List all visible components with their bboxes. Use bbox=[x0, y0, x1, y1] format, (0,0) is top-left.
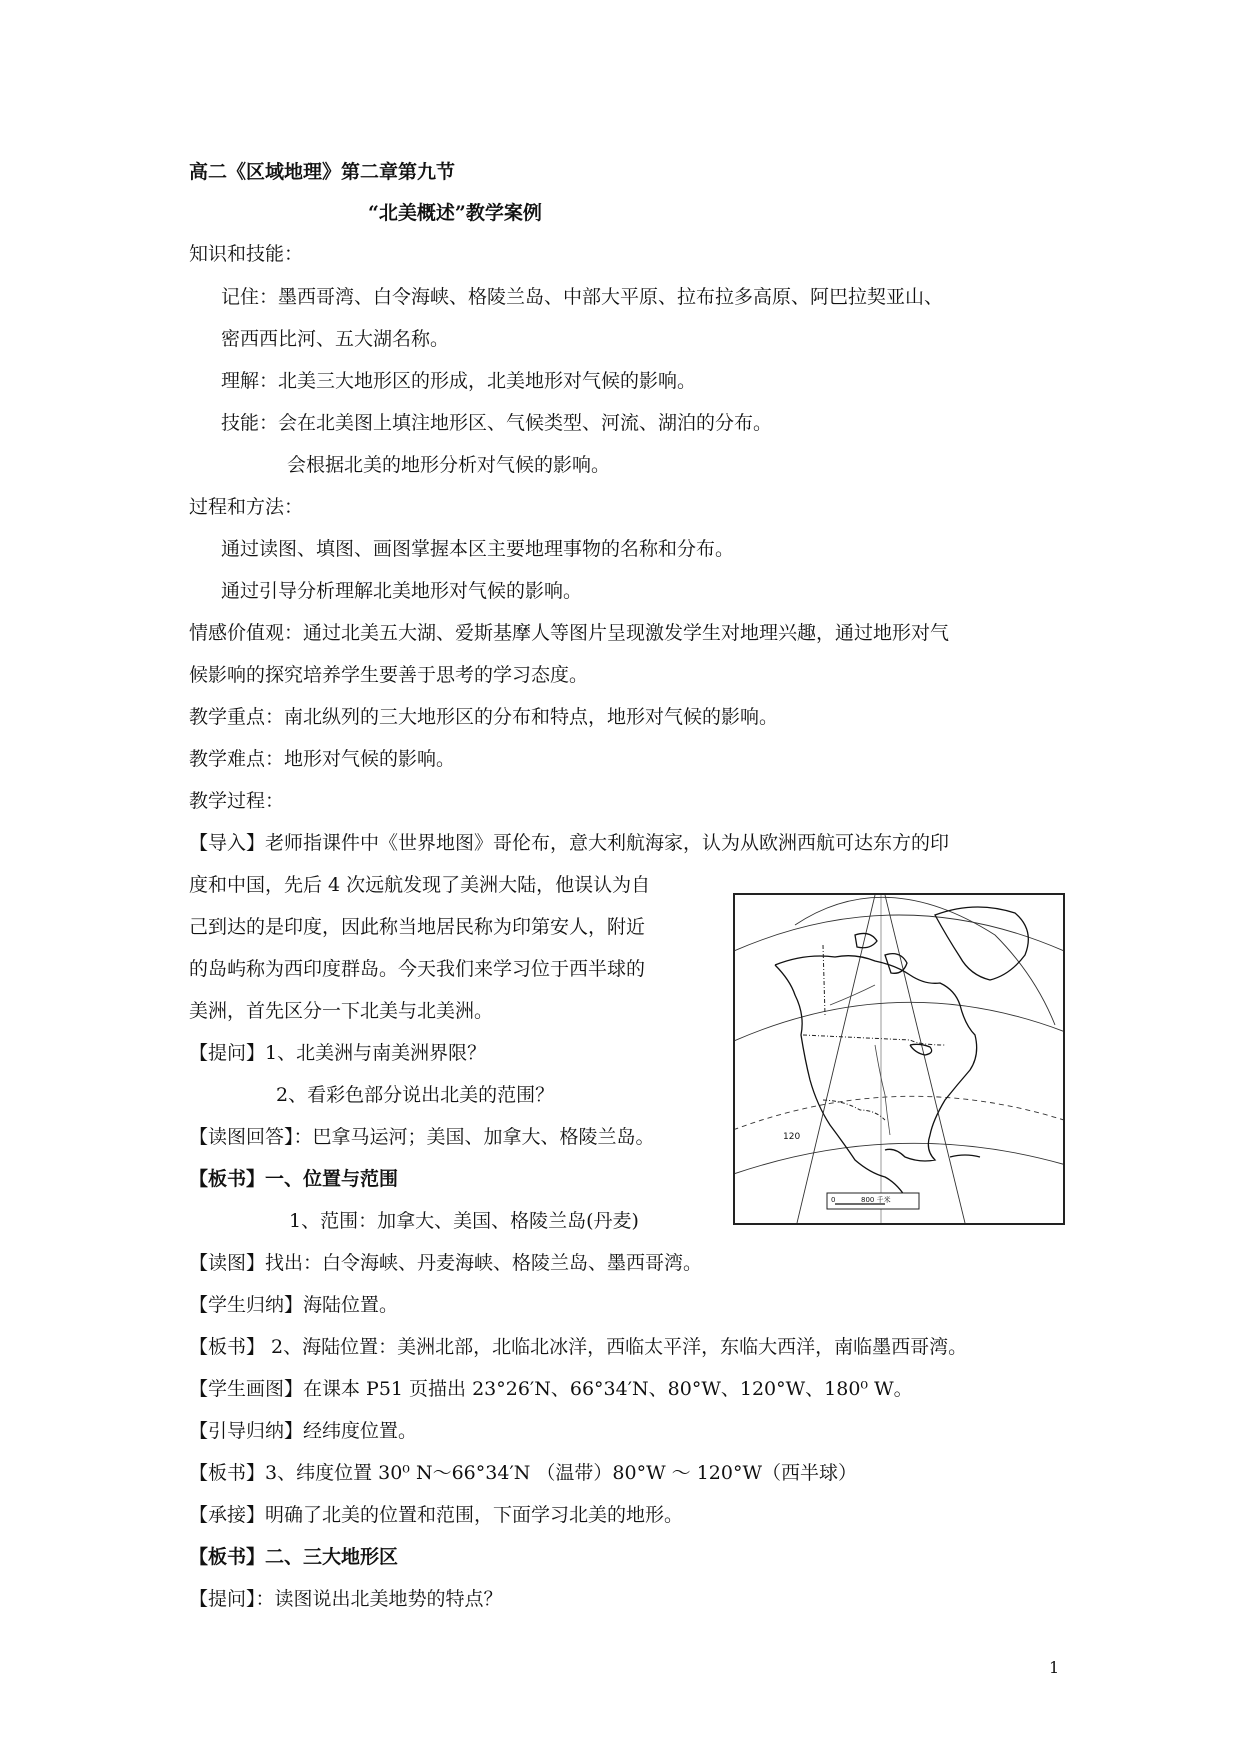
meridian-line bbox=[797, 895, 875, 1223]
text-line: 【学生归纳】海陆位置。 bbox=[189, 1294, 399, 1316]
text-line: 【读图回答】：巴拿马运河；美国、加拿大、格陵兰岛。 bbox=[189, 1126, 655, 1148]
board-heading: 【板书】一、位置与范围 bbox=[189, 1168, 399, 1190]
text-line: 教学难点：地形对气候的影响。 bbox=[189, 748, 456, 770]
text-line: 【导入】老师指课件中《世界地图》哥伦布，意大利航海家，认为从欧洲西航可达东方的印 bbox=[189, 832, 950, 854]
great-lakes bbox=[910, 1044, 932, 1055]
doc-title: 高二《区域地理》第二章第九节 bbox=[189, 161, 456, 183]
text-line: 2、看彩色部分说出北美的范围？ bbox=[276, 1084, 555, 1106]
island-outline bbox=[855, 933, 877, 947]
section-heading: 知识和技能： bbox=[189, 243, 304, 265]
meridian-line bbox=[885, 895, 965, 1223]
mississippi-river bbox=[875, 1045, 890, 1135]
section-heading: 过程和方法： bbox=[189, 496, 304, 518]
text-line: 【板书】3、纬度位置 30⁰ N～66°34′N （温带）80°W ～ 120°W（西半球） bbox=[189, 1462, 857, 1484]
text-line: 【学生画图】在课本 P51 页描出 23°26′N、66°34′N、80°W、120°W、180⁰ W。 bbox=[189, 1378, 913, 1400]
text-line: 会根据北美的地形分析对气候的影响。 bbox=[287, 454, 611, 476]
section-heading: 教学过程： bbox=[189, 790, 285, 812]
text-line: 美洲，首先区分一下北美与北美洲。 bbox=[189, 1000, 494, 1022]
map-drawing bbox=[735, 895, 1063, 1223]
page-number: 1 bbox=[1049, 1658, 1060, 1677]
text-line: 记住：墨西哥湾、白令海峡、格陵兰岛、中部大平原、拉布拉多高原、阿巴拉契亚山、 bbox=[221, 286, 944, 308]
text-line: 【提问】1、北美洲与南美洲界限？ bbox=[189, 1042, 487, 1064]
text-line: 教学重点：南北纵列的三大地形区的分布和特点，地形对气候的影响。 bbox=[189, 706, 779, 728]
text-line: 【读图】找出：白令海峡、丹麦海峡、格陵兰岛、墨西哥湾。 bbox=[189, 1252, 703, 1274]
text-line: 【承接】明确了北美的位置和范围，下面学习北美的地形。 bbox=[189, 1504, 684, 1526]
text-line: 【板书】 2、海陆位置：美洲北部，北临北冰洋，西临太平洋，东临大西洋，南临墨西哥湾。 bbox=[189, 1336, 968, 1358]
west-coastline bbox=[775, 965, 910, 1205]
north-america-map bbox=[733, 893, 1065, 1225]
text-line: 己到达的是印度，因此称当地居民称为印第安人，附近 bbox=[189, 916, 646, 938]
caribbean-islands bbox=[950, 1155, 980, 1157]
text-line: 情感价值观：通过北美五大湖、爱斯基摩人等图片呈现激发学生对地理兴趣，通过地形对气 bbox=[189, 622, 950, 644]
text-line: 的岛屿称为西印度群岛。今天我们来学习位于西半球的 bbox=[189, 958, 646, 980]
latitude-line bbox=[735, 1143, 1063, 1177]
latitude-line bbox=[735, 1002, 1063, 1045]
text-line: 通过读图、填图、画图掌握本区主要地理事物的名称和分布。 bbox=[221, 538, 735, 560]
doc-subtitle: “北美概述”教学案例 bbox=[368, 202, 542, 224]
text-line: 度和中国，先后 4 次远航发现了美洲大陆，他误认为自 bbox=[189, 874, 651, 896]
text-line: 理解：北美三大地形区的形成，北美地形对气候的影响。 bbox=[221, 370, 697, 392]
text-line: 技能：会在北美图上填注地形区、气候类型、河流、湖泊的分布。 bbox=[221, 412, 773, 434]
tropic-line bbox=[735, 1096, 1063, 1133]
board-heading: 【板书】二、三大地形区 bbox=[189, 1546, 399, 1568]
text-line: 密西西比河、五大湖名称。 bbox=[221, 328, 450, 350]
text-line: 1、范围：加拿大、美国、格陵兰岛(丹麦) bbox=[289, 1210, 639, 1232]
arctic-circle bbox=[795, 897, 1055, 1025]
text-line: 【引导归纳】经纬度位置。 bbox=[189, 1420, 418, 1442]
scale-zero: 0 bbox=[831, 1196, 836, 1204]
text-line: 通过引导分析理解北美地形对气候的影响。 bbox=[221, 580, 583, 602]
scale-label: 800 千米 bbox=[861, 1196, 891, 1204]
text-line: 候影响的探究培养学生要善于思考的学习态度。 bbox=[189, 664, 589, 686]
longitude-label: 120 bbox=[783, 1132, 801, 1142]
us-canada-border bbox=[803, 1035, 945, 1045]
text-line: 【提问】：读图说出北美地势的特点？ bbox=[189, 1588, 503, 1610]
latitude-line bbox=[735, 915, 1063, 955]
